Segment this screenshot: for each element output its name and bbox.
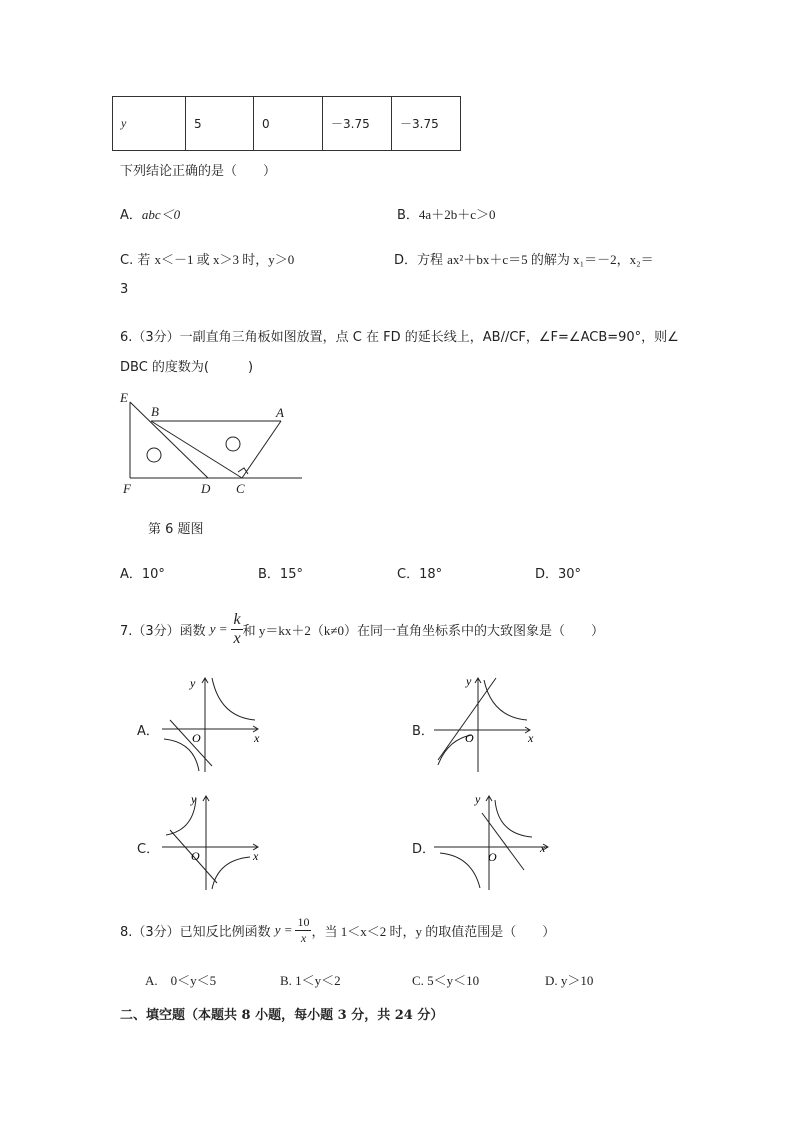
- triangle-hole: [147, 448, 161, 462]
- label-e: E: [120, 390, 128, 405]
- q7-text: 7.（3分）函数 y = $\frac{k}{x}$ 和 y＝kx＋2（k≠0）在同一直角坐标系中的大致图象是（ ）: [120, 610, 604, 647]
- table-cell: －3.75: [323, 97, 392, 151]
- origin-label: O: [488, 850, 497, 864]
- side-ed: [130, 402, 208, 478]
- graph-c-label: C．: [137, 842, 160, 857]
- q5-prompt: 下列结论正确的是（ ）: [120, 164, 277, 179]
- label-c: C: [236, 481, 245, 496]
- axis-y-label: y: [466, 674, 472, 688]
- label-b: B: [151, 404, 159, 419]
- graph-d-label: D．: [412, 842, 436, 857]
- graph-a[interactable]: [160, 672, 270, 777]
- q8-text: 8.（3分）已知反比例函数 y = $\frac{10}{x}$ ，当 1＜x＜2 时，y 的取值范围是（ ）: [120, 914, 556, 945]
- q5-option-b: B．4a＋2b＋c＞0: [397, 207, 496, 223]
- q6-option-a: A．10°: [120, 567, 165, 582]
- table-cell: －3.75: [392, 97, 461, 151]
- axis-x-label: x: [253, 849, 259, 863]
- q6-option-c: C．18°: [397, 567, 443, 582]
- graph-c[interactable]: [160, 790, 270, 895]
- row-label: y: [121, 116, 127, 130]
- q6-caption: 第 6 题图: [148, 522, 204, 537]
- q8-option-b: B. 1＜y＜2: [280, 973, 341, 988]
- label-f: F: [123, 481, 131, 496]
- q6-option-d: D．30°: [535, 567, 582, 582]
- axis-y-label: y: [191, 792, 197, 806]
- q8-fraction: $\frac{10}{x}$: [297, 914, 310, 945]
- graph-a-label: A．: [137, 724, 159, 739]
- value-table: [112, 96, 461, 151]
- triangle-hole: [226, 437, 240, 451]
- side-ac: [242, 421, 281, 478]
- q6-figure: [115, 388, 310, 498]
- axis-y-label: y: [190, 676, 196, 690]
- origin-label: O: [465, 731, 474, 745]
- q6-text-line2: DBC 的度数为( ): [120, 360, 254, 375]
- q8-option-d: D. y＞10: [545, 973, 594, 988]
- q5-option-a: A．abc＜0: [120, 207, 181, 223]
- q8-option-c: C. 5＜y＜10: [412, 973, 480, 988]
- origin-label: O: [191, 849, 200, 863]
- right-angle-mark: [238, 468, 248, 474]
- table-cell: 0: [254, 97, 323, 151]
- table-cell: 5: [186, 97, 254, 151]
- q5-option-d: D．方程 ax²＋bx＋c＝5 的解为 x₁＝－2，x₂＝: [394, 252, 654, 268]
- graph-b[interactable]: [432, 672, 542, 777]
- section-heading: 二、填空题（本题共 8 小题，每小题 3 分，共 24 分）: [120, 1008, 444, 1023]
- q6-option-b: B．15°: [258, 567, 303, 582]
- q5-option-c: C. 若 x＜－1 或 x＞3 时，y＞0: [120, 252, 295, 268]
- axis-x-label: x: [528, 731, 534, 745]
- graph-d[interactable]: [432, 790, 552, 895]
- q7-fraction: $\frac{k}{x}$: [233, 610, 241, 647]
- axis-y-label: y: [475, 792, 481, 806]
- label-d: D: [201, 481, 211, 496]
- table-row: [113, 97, 461, 151]
- q5-option-d-cont: 3: [120, 282, 129, 297]
- axis-x-label: x: [540, 841, 546, 855]
- q8-option-a: A. 0＜y＜5: [145, 973, 217, 988]
- q6-text-line1: 6.（3分）一副直角三角板如图放置，点 C 在 FD 的延长线上，AB//CF，∠F=∠ACB=90°，则∠: [120, 330, 679, 345]
- graph-b-label: B．: [412, 724, 434, 739]
- origin-label: O: [192, 731, 201, 745]
- axis-x-label: x: [254, 731, 260, 745]
- label-a: A: [276, 405, 284, 420]
